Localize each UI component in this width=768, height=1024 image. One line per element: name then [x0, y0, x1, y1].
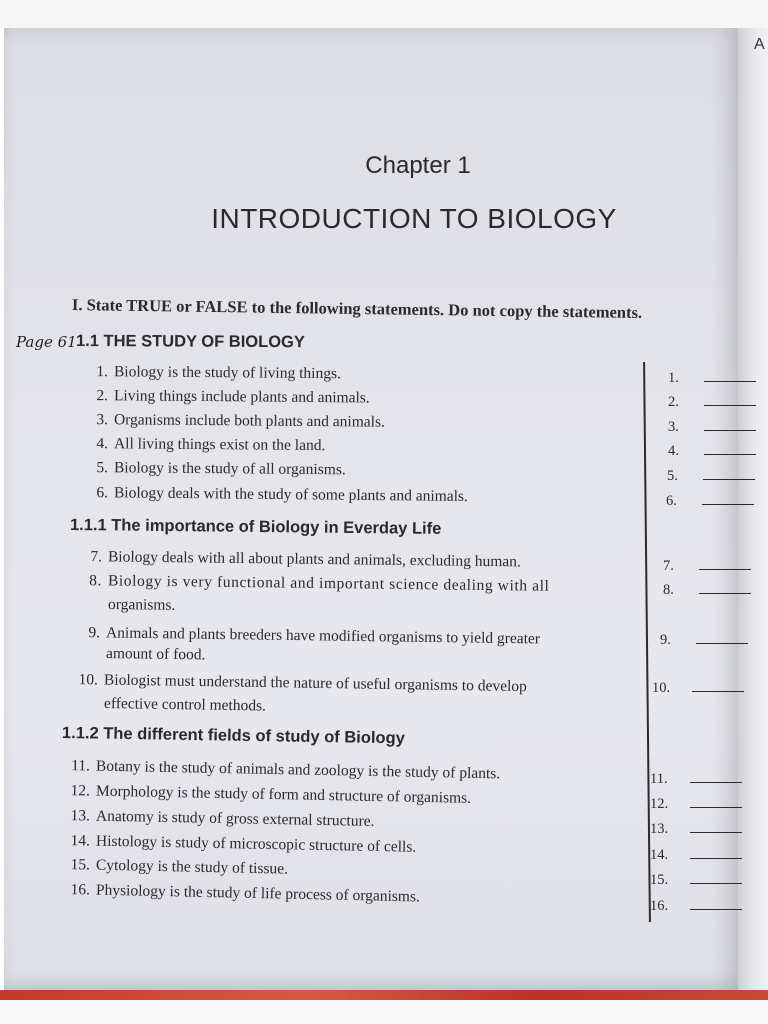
answer-number: 10. — [652, 680, 671, 696]
item-text: Biology deals with all about plants and animals, excluding human. — [107, 548, 521, 571]
answer-slot[interactable] — [650, 821, 742, 838]
answer-number: 2. — [668, 394, 679, 410]
item-text: Organisms include both plants and animals. — [113, 411, 386, 431]
list-item — [84, 411, 385, 432]
item-number: 12. — [70, 782, 91, 800]
answer-blank[interactable] — [692, 681, 744, 692]
answer-slot[interactable] — [650, 898, 742, 915]
answer-blank[interactable] — [690, 822, 742, 833]
answer-number: 4. — [668, 443, 679, 459]
chapter-title: INTRODUCTION TO BIOLOGY — [211, 203, 617, 234]
answer-slot[interactable] — [663, 558, 751, 575]
answer-slot[interactable] — [668, 394, 756, 411]
item-continuation: amount of food. — [105, 645, 206, 664]
answer-blank[interactable] — [699, 559, 751, 570]
handwritten-page-note: Page 61 — [16, 333, 77, 351]
answer-slot[interactable] — [650, 872, 742, 889]
answer-number: 12. — [650, 796, 669, 812]
answer-blank[interactable] — [690, 848, 742, 859]
answer-slot[interactable] — [666, 493, 754, 510]
book-cover-edge — [0, 990, 768, 1000]
item-text: Anatomy is study of gross external structure. — [95, 807, 375, 830]
item-text: Biology is the study of all organisms. — [113, 459, 346, 479]
answer-blank[interactable] — [690, 772, 742, 783]
answer-slot[interactable] — [650, 847, 742, 864]
photo-top-border — [0, 0, 768, 28]
item-number: 16. — [70, 881, 91, 899]
item-number: 1. — [96, 363, 109, 381]
item-text: Living things include plants and animals. — [113, 387, 370, 407]
item-text: Biology is very functional and important science dealing with all — [107, 572, 550, 595]
item-text: Physiology is the study of life process of organisms. — [95, 881, 421, 906]
item-text: All living things exist on the land. — [113, 435, 326, 455]
item-text: Cytology is the study of tissue. — [95, 856, 289, 878]
answer-number: 11. — [650, 771, 668, 787]
item-text: Biologist must understand the nature of useful organisms to develop — [103, 671, 527, 696]
item-number: 11. — [71, 757, 91, 775]
list-item — [84, 459, 346, 479]
item-continuation: effective control methods. — [103, 695, 267, 715]
answer-blank[interactable] — [690, 873, 742, 884]
answer-number: 14. — [650, 847, 669, 863]
answer-slot[interactable] — [652, 680, 744, 697]
item-number: 4. — [96, 435, 109, 453]
answer-number: 13. — [650, 821, 669, 837]
item-number: 2. — [96, 387, 109, 405]
item-number: 14. — [70, 832, 91, 850]
answer-blank[interactable] — [690, 797, 742, 808]
chapter-label: Chapter 1 — [365, 152, 471, 179]
side-letter: A — [754, 36, 765, 53]
item-number: 15. — [70, 856, 91, 874]
answer-number: 7. — [663, 558, 674, 574]
answer-number: 6. — [666, 493, 677, 509]
answer-slot[interactable] — [650, 796, 742, 813]
instruction-text: I. State TRUE or FALSE to the following statements. Do not copy the statements. — [71, 295, 643, 322]
item-text: Animals and plants breeders have modified organisms to yield greater — [105, 624, 541, 648]
item-number: 13. — [70, 807, 91, 825]
answer-blank[interactable] — [702, 494, 754, 505]
item-number: 10. — [78, 671, 99, 689]
photo-bottom-border — [0, 1000, 768, 1024]
answer-blank[interactable] — [696, 633, 748, 644]
answer-blank[interactable] — [704, 371, 756, 382]
list-item — [84, 363, 341, 383]
item-number: 8. — [89, 572, 103, 590]
answer-number: 8. — [663, 582, 674, 598]
answer-blank[interactable] — [704, 444, 756, 455]
answer-number: 1. — [668, 370, 679, 386]
item-number: 9. — [88, 624, 101, 642]
item-number: 7. — [90, 548, 103, 566]
answer-blank[interactable] — [703, 469, 755, 480]
item-number: 5. — [96, 459, 109, 477]
answer-slot[interactable] — [668, 443, 756, 460]
section-heading-1-1-1: 1.1.1 The importance of Biology in Everday Life — [69, 516, 442, 538]
item-number: 3. — [96, 411, 109, 429]
answer-number: 3. — [668, 419, 679, 435]
item-text: Biology is the study of living things. — [113, 363, 341, 383]
answer-blank[interactable] — [704, 420, 756, 431]
answer-slot[interactable] — [667, 468, 755, 485]
answer-number: 15. — [650, 872, 669, 888]
item-text: Histology is study of microscopic structure of cells. — [95, 832, 417, 856]
list-item — [84, 387, 370, 407]
item-text: Morphology is the study of form and structure of organisms. — [95, 782, 472, 807]
section-heading-1-1: 1.1 THE STUDY OF BIOLOGY — [75, 332, 305, 352]
section-heading-1-1-2: 1.1.2 The different fields of study of Biology — [61, 724, 405, 748]
answer-number: 5. — [667, 468, 678, 484]
item-text: Botany is the study of animals and zoology is the study of plants. — [95, 757, 501, 783]
list-item — [84, 435, 326, 455]
answer-blank[interactable] — [690, 899, 742, 910]
answer-blank[interactable] — [704, 395, 756, 406]
answer-slot[interactable] — [668, 419, 756, 436]
answer-slot[interactable] — [650, 771, 742, 788]
answer-slot[interactable] — [660, 632, 748, 649]
item-text: Biology deals with the study of some plants and animals. — [113, 484, 468, 506]
answer-slot[interactable] — [668, 370, 756, 387]
answer-blank[interactable] — [699, 583, 751, 594]
item-continuation: organisms. — [107, 596, 176, 614]
answer-number: 9. — [660, 632, 671, 648]
answer-slot[interactable] — [663, 582, 751, 599]
answer-number: 16. — [650, 898, 669, 914]
item-number: 6. — [96, 484, 109, 502]
